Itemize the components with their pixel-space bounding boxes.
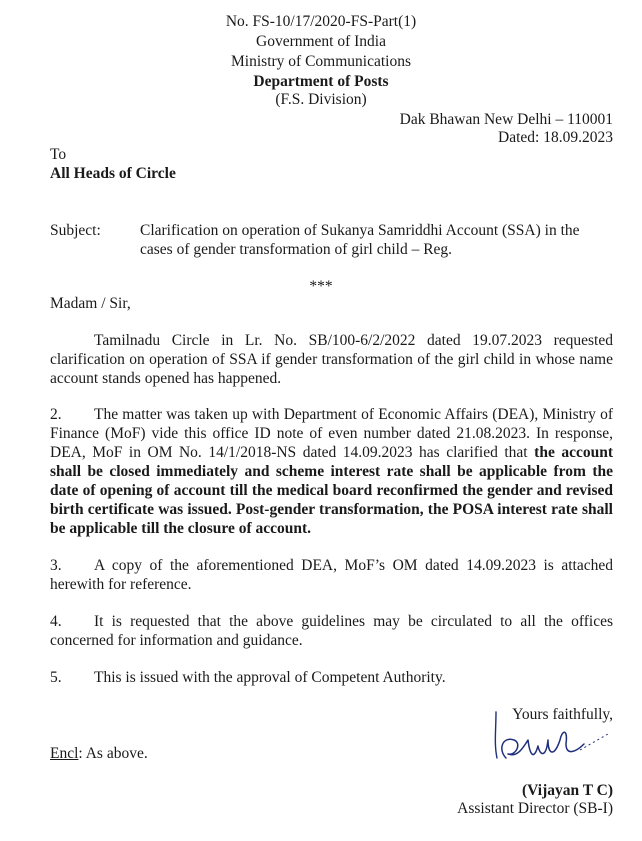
paragraph-5-number: 5. bbox=[50, 669, 62, 686]
paragraph-2-bold: the account shall be closed immediately and scheme interest rate shall be applicable from the date of opening of account till the medical board reconfirmed the gender and revised birth certificate was issued. Post-gender transformation, the POSA interest rate shall be applicable till the closure of account. bbox=[50, 444, 613, 537]
ministry-line: Ministry of Communications bbox=[231, 53, 411, 70]
salutation: Madam / Sir, bbox=[50, 295, 131, 312]
paragraph-3-text: A copy of the aforementioned DEA, MoF’s OM dated 14.09.2023 is attached herewith for reference. bbox=[50, 557, 613, 593]
enclosure-text: : As above. bbox=[78, 745, 148, 762]
paragraph-5 bbox=[50, 668, 613, 687]
paragraph-4-text: It is requested that the above guidelines may be circulated to all the offices concerned for information and guidance. bbox=[50, 613, 613, 649]
to-label: To bbox=[50, 146, 67, 163]
paragraph-2 bbox=[50, 405, 613, 538]
paragraph-4-number: 4. bbox=[50, 613, 62, 630]
paragraph-1: Tamilnadu Circle in Lr. No. SB/100-6/2/2022 dated 19.07.2023 requested clarification on operation of SSA if gender transformation of the girl child in whose name account stands opened has happened. bbox=[50, 332, 613, 387]
department-line: Department of Posts bbox=[253, 73, 389, 90]
subject-line-2: cases of gender transformation of girl child – Reg. bbox=[140, 241, 453, 258]
subject-line-1: Clarification on operation of Sukanya Samriddhi Account (SSA) in the bbox=[140, 222, 580, 239]
yours-faithfully: Yours faithfully, bbox=[512, 706, 613, 723]
addressee-name: All Heads of Circle bbox=[50, 165, 176, 182]
signatory-designation: Assistant Director (SB-I) bbox=[457, 800, 613, 817]
paragraph-5-text: This is issued with the approval of Competent Authority. bbox=[94, 669, 446, 686]
paragraph-2-number: 2. bbox=[50, 406, 62, 423]
paragraph-2-text: The matter was taken up with Department of Economic Affairs (DEA), Ministry of Finance (MoF) vide this office ID note of even number dated 21.08.2023. In response, DEA, MoF in OM No. 14/1/2018-NS dated 14.09.2023 has clarified that bbox=[50, 406, 613, 461]
date-line: Dated: 18.09.2023 bbox=[498, 129, 613, 146]
signatory-name: (Vijayan T C) bbox=[521, 782, 613, 799]
enclosure-label: Encl bbox=[50, 745, 79, 762]
paragraph-3 bbox=[50, 556, 613, 594]
government-line: Government of India bbox=[256, 33, 386, 50]
signature bbox=[488, 710, 618, 780]
enclosure-line bbox=[50, 744, 148, 764]
division-line: (F.S. Division) bbox=[275, 91, 367, 108]
file-number: No. FS-10/17/2020-FS-Part(1) bbox=[225, 13, 417, 30]
address-line: Dak Bhawan New Delhi – 110001 bbox=[399, 111, 613, 128]
paragraph-4 bbox=[50, 612, 613, 650]
subject-label: Subject: bbox=[50, 222, 101, 239]
separator: *** bbox=[309, 278, 333, 295]
paragraph-3-number: 3. bbox=[50, 557, 62, 574]
